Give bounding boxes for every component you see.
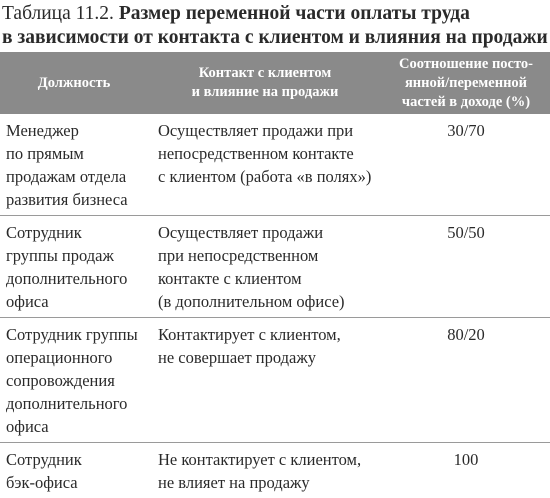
table-header-row bbox=[0, 52, 550, 114]
cell-position bbox=[0, 443, 148, 498]
cell-line: группы продаж bbox=[6, 244, 144, 267]
cell-line: Не контактирует с клиентом, bbox=[158, 448, 378, 471]
cell-line: не совершает продажу bbox=[158, 346, 378, 369]
cell-line: операционного bbox=[6, 346, 144, 369]
table-row bbox=[0, 114, 550, 216]
header-ratio-line: янной/переменной bbox=[386, 74, 546, 93]
cell-line: Сотрудник группы bbox=[6, 323, 144, 346]
cell-line: сопровождения bbox=[6, 369, 144, 392]
cell-ratio: 80/20 bbox=[382, 318, 550, 443]
cell-line: Менеджер bbox=[6, 119, 144, 142]
caption-label: Таблица 11.2. bbox=[2, 3, 119, 24]
cell-position bbox=[0, 216, 148, 318]
header-contact-line: Контакт с клиентом bbox=[152, 64, 378, 83]
header-contact bbox=[148, 52, 382, 114]
cell-line: Сотрудник bbox=[6, 448, 144, 471]
cell-line: развития бизнеса bbox=[6, 188, 144, 211]
cell-contact bbox=[148, 443, 382, 498]
salary-table-grid bbox=[0, 52, 550, 498]
table-row bbox=[0, 318, 550, 443]
cell-line: по прямым bbox=[6, 142, 144, 165]
header-position bbox=[0, 52, 148, 114]
table-caption bbox=[2, 2, 548, 50]
cell-line: продажам отдела bbox=[6, 165, 144, 188]
header-contact-line: и влияние на продажи bbox=[152, 83, 378, 102]
cell-line: (в дополнительном офисе) bbox=[158, 290, 378, 313]
cell-line: не влияет на продажу bbox=[158, 471, 378, 494]
cell-ratio: 30/70 bbox=[382, 114, 550, 216]
cell-line: Сотрудник bbox=[6, 221, 144, 244]
cell-line: Осуществляет продажи bbox=[158, 221, 378, 244]
cell-ratio: 100 bbox=[382, 443, 550, 498]
table-row bbox=[0, 216, 550, 318]
cell-position bbox=[0, 114, 148, 216]
table-row bbox=[0, 443, 550, 498]
cell-position bbox=[0, 318, 148, 443]
cell-contact bbox=[148, 216, 382, 318]
cell-line: дополнительного bbox=[6, 392, 144, 415]
cell-line: Осуществляет продажи при bbox=[158, 119, 378, 142]
cell-line: непосредственном контакте bbox=[158, 142, 378, 165]
caption-title-line-2: в зависимости от контакта с клиентом и влияния на продажи bbox=[2, 27, 548, 48]
header-position-line: Должность bbox=[4, 74, 144, 93]
cell-line: с клиентом (работа «в полях») bbox=[158, 165, 378, 188]
cell-line: офиса bbox=[6, 415, 144, 438]
cell-line: контакте с клиентом bbox=[158, 267, 378, 290]
cell-contact bbox=[148, 114, 382, 216]
caption-title-line-1: Размер переменной части оплаты труда bbox=[119, 3, 470, 24]
header-ratio bbox=[382, 52, 550, 114]
header-ratio-line: Соотношение посто- bbox=[386, 55, 546, 74]
cell-line: бэк-офиса bbox=[6, 471, 144, 494]
cell-line: офиса bbox=[6, 290, 144, 313]
cell-ratio: 50/50 bbox=[382, 216, 550, 318]
cell-line: при непосредственном bbox=[158, 244, 378, 267]
cell-contact bbox=[148, 318, 382, 443]
salary-table bbox=[0, 52, 550, 498]
header-ratio-line: частей в доходе (%) bbox=[386, 93, 546, 112]
cell-line: дополнительного bbox=[6, 267, 144, 290]
cell-line: Контактирует с клиентом, bbox=[158, 323, 378, 346]
